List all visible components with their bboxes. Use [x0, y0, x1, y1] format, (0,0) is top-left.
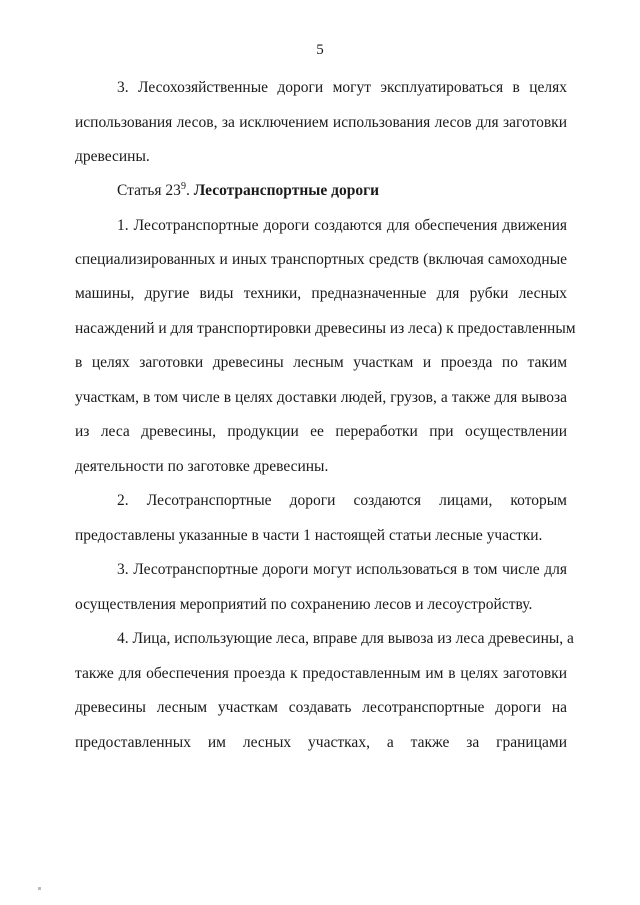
text-line: предоставленных им лесных участках, а также за границами: [75, 734, 567, 751]
article-heading-superscript: 9: [180, 180, 186, 192]
text-line: в целях заготовки древесины лесным участкам и проезда по таким: [75, 354, 567, 371]
article-heading: [117, 181, 609, 201]
text-line: 3. Лесохозяйственные дороги могут эксплуатироваться в целях: [117, 79, 567, 96]
article-heading-prefix: Статья 23: [117, 182, 181, 199]
text-line: использования лесов, за исключением использования лесов для заготовки: [75, 114, 567, 131]
text-line: также для обеспечения проезда к предоставленным им в целях заготовки: [75, 665, 567, 682]
text-line: 1. Лесотранспортные дороги создаются для обеспечения движения: [117, 217, 567, 234]
article-heading-period: .: [185, 182, 190, 199]
text-line: насаждений и для транспортировки древесины из леса) к предоставленным: [75, 320, 576, 337]
text-line: из леса древесины, продукции ее переработки при осуществлении: [75, 423, 567, 440]
scan-speck: [38, 887, 41, 890]
text-line: 2. Лесотранспортные дороги создаются лицами, которым: [117, 492, 567, 509]
text-line: 3. Лесотранспортные дороги могут использоваться в том числе для: [117, 561, 567, 578]
text-line: древесины лесным участкам создавать лесотранспортные дороги на: [75, 699, 567, 716]
text-line: 4. Лица, использующие леса, вправе для вывоза из леса древесины, а: [117, 630, 574, 647]
text-line: машины, другие виды техники, предназначенные для рубки лесных: [75, 285, 567, 302]
article-heading-title: Лесотранспортные дороги: [193, 182, 380, 199]
page-number: 5: [316, 42, 324, 58]
text-line: специализированных и иных транспортных средств (включая самоходные: [75, 251, 567, 268]
text-line: деятельности по заготовке древесины.: [75, 458, 329, 475]
text-line: предоставлены указанные в части 1 настоящей статьи лесные участки.: [75, 527, 543, 544]
text-line: древесины.: [75, 148, 150, 165]
text-line: участкам, в том числе в целях доставки людей, грузов, а также для вывоза: [75, 389, 567, 406]
text-line: осуществления мероприятий по сохранению лесов и лесоустройству.: [75, 596, 533, 613]
